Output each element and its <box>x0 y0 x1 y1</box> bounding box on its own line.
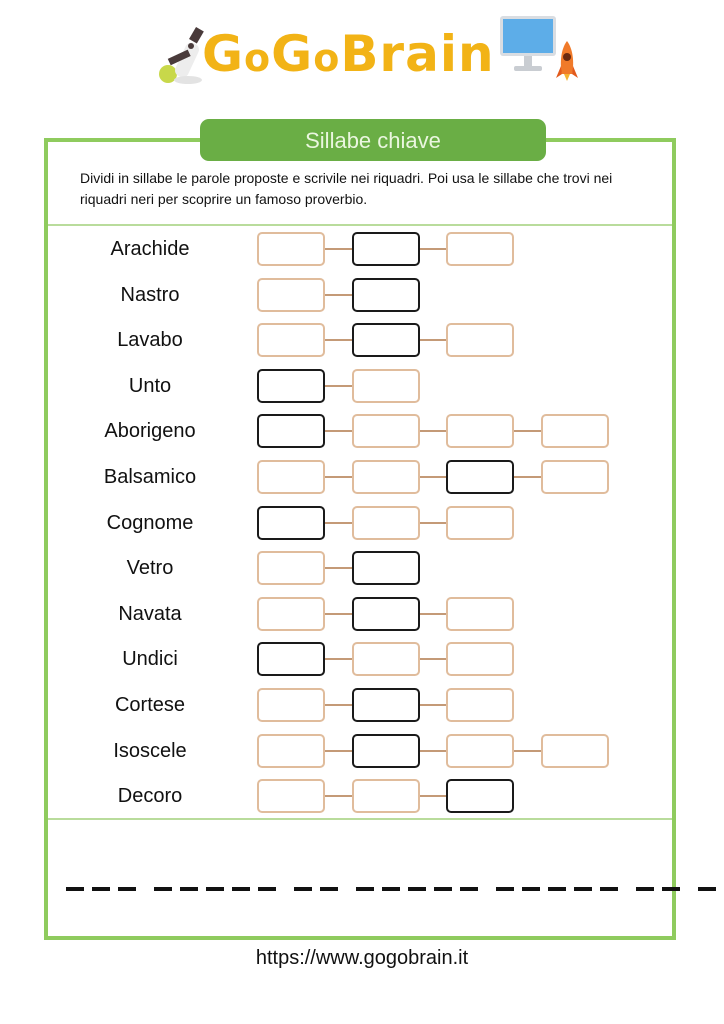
syllable-box[interactable] <box>446 323 514 357</box>
word-label: Arachide <box>110 238 190 260</box>
key-syllable-box[interactable] <box>257 414 325 448</box>
word-label: Navata <box>118 603 182 625</box>
syllable-box[interactable] <box>446 506 514 540</box>
box-connector <box>420 339 446 341</box>
answer-word-slot[interactable] <box>356 878 478 898</box>
syllable-box[interactable] <box>257 688 325 722</box>
letter-dash <box>600 887 618 891</box>
syllable-box[interactable] <box>257 232 325 266</box>
letter-dash <box>66 887 84 891</box>
key-syllable-box[interactable] <box>257 369 325 403</box>
letter-dash <box>294 887 312 891</box>
letter-dash <box>258 887 276 891</box>
syllable-box[interactable] <box>257 779 325 813</box>
worksheet-title: Sillabe chiave <box>200 119 546 161</box>
syllable-box[interactable] <box>257 597 325 631</box>
key-syllable-box[interactable] <box>352 597 420 631</box>
syllable-box[interactable] <box>446 688 514 722</box>
letter-dash <box>662 887 680 891</box>
key-syllable-box[interactable] <box>446 460 514 494</box>
answer-word-slot[interactable] <box>154 878 276 898</box>
box-connector <box>325 567 352 569</box>
letter-dash <box>548 887 566 891</box>
box-connector <box>325 658 352 660</box>
syllable-box[interactable] <box>257 323 325 357</box>
letter-dash <box>232 887 250 891</box>
box-connector <box>325 704 352 706</box>
box-connector <box>420 522 446 524</box>
word-label: Cortese <box>114 694 186 716</box>
box-connector <box>514 430 541 432</box>
word-label: Isoscele <box>113 740 187 762</box>
box-connector <box>420 658 446 660</box>
syllable-box[interactable] <box>352 414 420 448</box>
letter-dash <box>180 887 198 891</box>
word-label: Undici <box>122 648 178 670</box>
box-connector <box>325 248 352 250</box>
word-label: Aborigeno <box>104 420 196 442</box>
box-connector <box>325 385 352 387</box>
syllable-box[interactable] <box>446 232 514 266</box>
answer-word-slot[interactable] <box>496 878 618 898</box>
syllable-box[interactable] <box>352 506 420 540</box>
syllable-box[interactable] <box>257 278 325 312</box>
word-label: Balsamico <box>103 466 197 488</box>
rocket-icon <box>556 40 578 82</box>
key-syllable-box[interactable] <box>446 779 514 813</box>
word-label: Unto <box>128 375 172 397</box>
answer-word-slot[interactable] <box>66 878 136 898</box>
divider-bottom <box>48 818 672 820</box>
syllable-box[interactable] <box>352 779 420 813</box>
box-connector <box>325 750 352 752</box>
box-connector <box>325 430 352 432</box>
key-syllable-box[interactable] <box>352 688 420 722</box>
box-connector <box>420 750 446 752</box>
footer-url: https://www.gogobrain.it <box>255 947 469 969</box>
syllable-box[interactable] <box>446 414 514 448</box>
letter-dash <box>206 887 224 891</box>
syllable-box[interactable] <box>257 734 325 768</box>
key-syllable-box[interactable] <box>352 551 420 585</box>
key-syllable-box[interactable] <box>257 642 325 676</box>
letter-dash <box>320 887 338 891</box>
letter-dash <box>698 887 716 891</box>
syllable-box[interactable] <box>257 551 325 585</box>
box-connector <box>420 430 446 432</box>
instructions-text: Dividi in sillabe le parole proposte e scrivile nei riquadri. Poi usa le sillabe che trovi nei riquadri neri per scoprire un famoso proverbio. <box>80 170 613 207</box>
box-connector <box>514 750 541 752</box>
divider-top <box>48 224 672 226</box>
key-syllable-box[interactable] <box>352 232 420 266</box>
syllable-box[interactable] <box>541 460 609 494</box>
box-connector <box>420 248 446 250</box>
key-syllable-box[interactable] <box>352 734 420 768</box>
syllable-box[interactable] <box>446 734 514 768</box>
word-label: Decoro <box>117 785 183 807</box>
syllable-box[interactable] <box>257 460 325 494</box>
letter-dash <box>382 887 400 891</box>
box-connector <box>420 795 446 797</box>
letter-dash <box>636 887 654 891</box>
box-connector <box>325 476 352 478</box>
box-connector <box>514 476 541 478</box>
box-connector <box>325 294 352 296</box>
letter-dash <box>496 887 514 891</box>
box-connector <box>325 339 352 341</box>
word-label: Vetro <box>126 557 174 579</box>
letter-dash <box>408 887 426 891</box>
letter-dash <box>92 887 110 891</box>
key-syllable-box[interactable] <box>352 323 420 357</box>
syllable-box[interactable] <box>446 642 514 676</box>
gogobrain-logo <box>158 18 583 88</box>
word-label: Nastro <box>120 284 180 306</box>
syllable-box[interactable] <box>352 369 420 403</box>
letter-dash <box>154 887 172 891</box>
answer-word-slot[interactable] <box>294 878 338 898</box>
syllable-box[interactable] <box>541 414 609 448</box>
box-connector <box>325 522 352 524</box>
letter-dash <box>574 887 592 891</box>
syllable-box[interactable] <box>352 642 420 676</box>
syllable-box[interactable] <box>446 597 514 631</box>
word-label: Lavabo <box>117 329 183 351</box>
key-syllable-box[interactable] <box>352 278 420 312</box>
box-connector <box>420 704 446 706</box>
letter-dash <box>356 887 374 891</box>
answer-word-slot[interactable] <box>636 878 680 898</box>
letter-dash <box>522 887 540 891</box>
proverb-answer-line <box>66 878 724 898</box>
box-connector <box>420 476 446 478</box>
key-syllable-box[interactable] <box>257 506 325 540</box>
box-connector <box>325 613 352 615</box>
box-connector <box>325 795 352 797</box>
letter-dash <box>434 887 452 891</box>
answer-word-slot[interactable] <box>698 878 724 898</box>
logo-wordmark: GoGoBrain <box>202 25 495 83</box>
letter-dash <box>460 887 478 891</box>
monitor-icon <box>498 14 558 76</box>
word-label: Cognome <box>106 512 194 534</box>
syllable-box[interactable] <box>541 734 609 768</box>
box-connector <box>420 613 446 615</box>
syllable-box[interactable] <box>352 460 420 494</box>
letter-dash <box>118 887 136 891</box>
